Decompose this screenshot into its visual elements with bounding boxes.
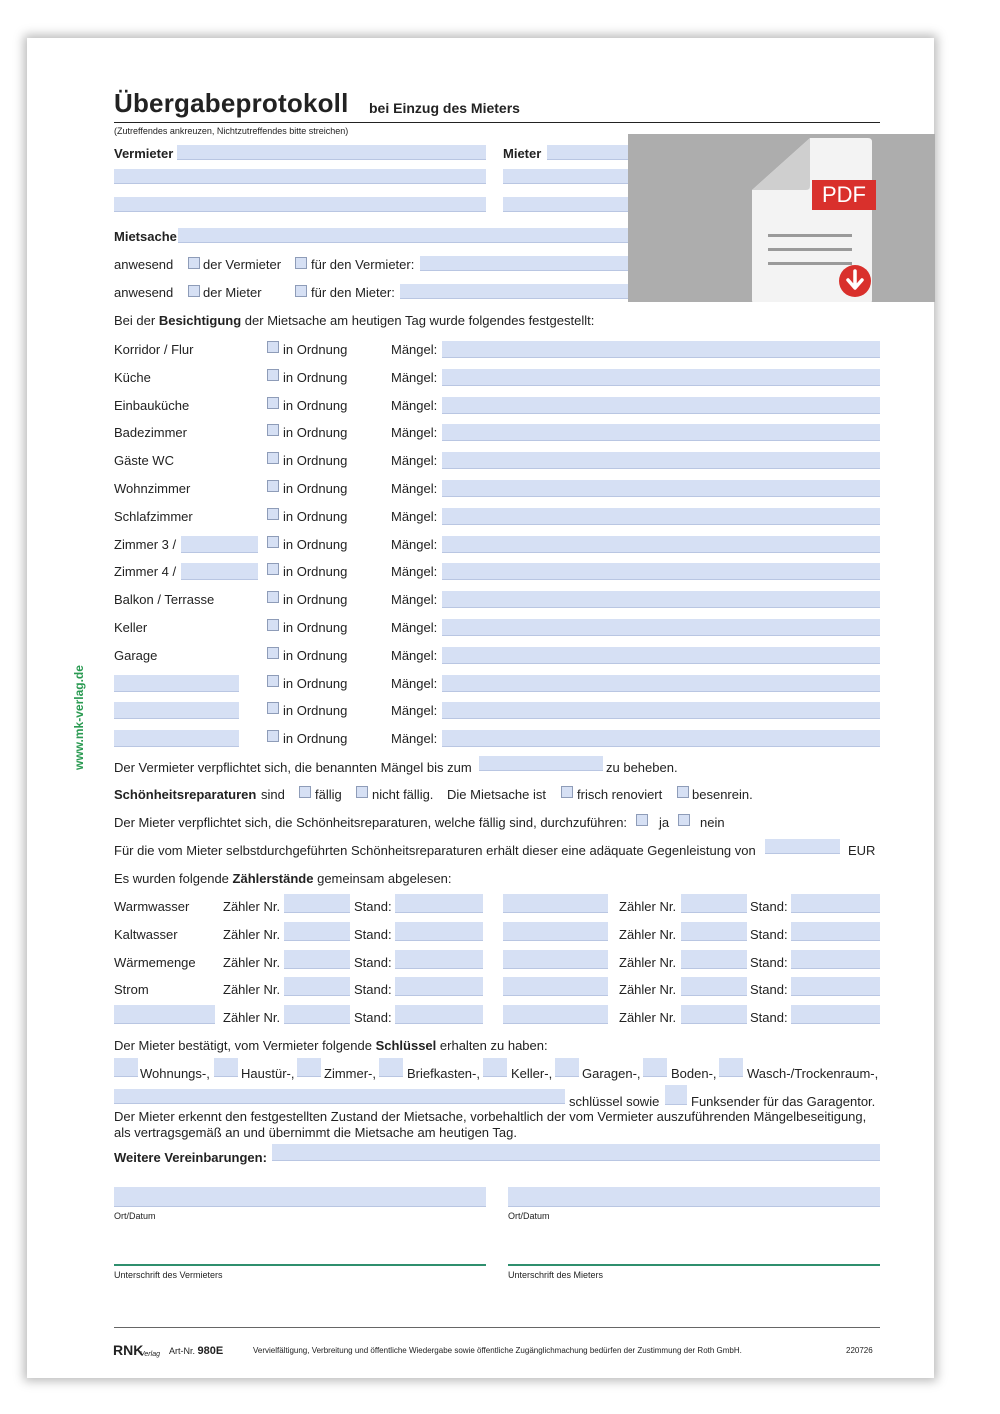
meter-type-field-2[interactable] [503, 1005, 608, 1024]
meter-type: Wärmemenge [114, 954, 196, 970]
verpflichtung-post: zu beheben. [606, 760, 678, 775]
key-count-field[interactable] [379, 1058, 403, 1077]
maengel-label: Mängel: [391, 425, 438, 441]
zaehler-intro-pre: Es wurden folgende [114, 871, 229, 886]
room-name: Einbauküche [114, 397, 190, 413]
zaehler-nr-field-2[interactable] [681, 922, 747, 941]
print-code: 220726 [846, 1346, 873, 1355]
zaehler-intro-bold: Zählerstände [232, 871, 314, 886]
nein-label: nein [700, 815, 725, 830]
maengel-label: Mängel: [391, 675, 438, 691]
schluessel-intro [114, 1038, 548, 1054]
zaehler-nr-label: Zähler Nr. [223, 954, 281, 970]
maengel-label: Mängel: [391, 647, 438, 663]
verpflichtung-text: Der Vermieter verpflichtet sich, die benannten Mängel bis zum [114, 760, 472, 775]
title-rule [114, 122, 880, 123]
room-name: Korridor / Flur [114, 342, 194, 357]
in-ordnung-label: in Ordnung [283, 731, 348, 747]
meter-type-field-2[interactable] [503, 922, 608, 941]
key-count-field[interactable] [214, 1058, 238, 1077]
checkbox-in-ordnung[interactable] [267, 591, 279, 603]
gegenleistung-text: Für die vom Mieter selbstdurchgeführten Schönheitsreparaturen erhält dieser eine adäquate Gegenleistung von [114, 843, 756, 858]
zaehler-nr-label-2: Zähler Nr. [619, 899, 677, 914]
zaehler-nr-field[interactable] [284, 894, 350, 913]
weitere-field[interactable] [272, 1144, 880, 1161]
meter-type: Kaltwasser [114, 926, 178, 942]
unterschrift-mieter-label: Unterschrift des Mieters [508, 1270, 604, 1280]
key-type-label: Haustür-, [241, 1066, 295, 1081]
vermieter-label: Vermieter [114, 146, 174, 161]
in-ordnung-label: in Ordnung [283, 369, 348, 385]
maengel-label: Mängel: [391, 481, 438, 496]
stand-label-2: Stand: [750, 899, 788, 914]
checkbox-in-ordnung[interactable] [267, 730, 279, 742]
checkbox-in-ordnung[interactable] [267, 702, 279, 714]
zaehler-nr-label-2: Zähler Nr. [619, 926, 677, 942]
zaehler-nr-field[interactable] [284, 922, 350, 941]
meter-type-field-2[interactable] [503, 977, 608, 996]
maengel-label: Mängel: [391, 342, 438, 357]
anwesend-label-2: anwesend [114, 285, 174, 300]
ort-datum-mieter-field[interactable] [508, 1187, 880, 1207]
checkbox-in-ordnung[interactable] [267, 424, 279, 436]
stand-field[interactable] [395, 977, 483, 996]
checkbox-in-ordnung[interactable] [267, 619, 279, 631]
checkbox-faellig[interactable] [299, 786, 311, 798]
room-name: Badezimmer [114, 425, 187, 441]
stand-label-2: Stand: [750, 1010, 788, 1026]
meter-type: Warmwasser [114, 899, 190, 914]
in-ordnung-label: in Ordnung [283, 425, 348, 441]
in-ordnung-label: in Ordnung [283, 620, 348, 635]
room-name-field[interactable] [114, 675, 239, 692]
maengel-field[interactable] [442, 702, 880, 719]
key-type-label: Briefkasten-, [407, 1066, 480, 1081]
meter-type-field-2[interactable] [503, 894, 608, 913]
schluessel-intro-post: erhalten zu haben: [439, 1038, 548, 1053]
key-type-label: Wohnungs-, [140, 1066, 210, 1081]
maengel-field[interactable] [442, 675, 880, 692]
vermieter-field-2[interactable] [114, 169, 486, 184]
maengel-label: Mängel: [391, 453, 438, 469]
maengel-label: Mängel: [391, 397, 438, 413]
vermieter-field[interactable] [177, 145, 486, 160]
checkbox-der-mieter[interactable] [188, 285, 200, 297]
frist-field[interactable] [479, 756, 603, 771]
maengel-field[interactable] [442, 563, 880, 580]
checkbox-in-ordnung[interactable] [267, 397, 279, 409]
key-count-field[interactable] [719, 1058, 743, 1077]
checkbox-fuer-mieter[interactable] [295, 285, 307, 297]
zustand-line-1: Der Mieter erkennt den festgestellten Zustand der Mietsache, vorbehaltlich der vom Vermieter auszuführenden Mängelbeseitigung, [114, 1109, 867, 1124]
room-name: Zimmer 3 / [114, 536, 177, 552]
stand-label-2: Stand: [750, 926, 788, 942]
der-vermieter-label: der Vermieter [203, 257, 282, 272]
maengel-field[interactable] [442, 397, 880, 414]
meter-type-field[interactable] [114, 1005, 215, 1024]
document-subtitle: bei Einzug des Mieters [369, 100, 520, 116]
maengel-field[interactable] [442, 730, 880, 747]
mieter-pflicht-text: Der Mieter verpflichtet sich, die Schönheitsreparaturen, welche fällig sind, durchzuführen: [114, 815, 628, 830]
checkbox-in-ordnung[interactable] [267, 341, 279, 353]
besichtigung-pre: Bei der [114, 313, 156, 328]
in-ordnung-label: in Ordnung [283, 703, 348, 719]
stand-field[interactable] [395, 1005, 483, 1024]
in-ordnung-label: in Ordnung [283, 397, 348, 413]
stand-label: Stand: [354, 954, 392, 970]
maengel-label: Mängel: [391, 508, 438, 524]
maengel-label: Mängel: [391, 731, 438, 747]
checkbox-in-ordnung[interactable] [267, 369, 279, 381]
stand-field[interactable] [395, 922, 483, 941]
stand-label-2: Stand: [750, 982, 788, 998]
maengel-field[interactable] [442, 424, 880, 441]
key-type-label: Boden-, [671, 1066, 717, 1081]
checkbox-frisch-renoviert[interactable] [561, 786, 573, 798]
room-name-extra-field[interactable] [181, 536, 258, 553]
stand-field-2[interactable] [791, 894, 880, 913]
in-ordnung-label: in Ordnung [283, 675, 348, 691]
maengel-label: Mängel: [391, 536, 438, 552]
meter-type: Strom [114, 982, 149, 998]
mieter-label: Mieter [503, 146, 542, 161]
funksender-label: Funksender für das Garagentor. [691, 1094, 876, 1109]
in-ordnung-label: in Ordnung [283, 481, 348, 496]
zaehler-nr-label-2: Zähler Nr. [619, 1010, 677, 1026]
maengel-label: Mängel: [391, 703, 438, 719]
checkbox-in-ordnung[interactable] [267, 675, 279, 687]
checkbox-in-ordnung[interactable] [267, 452, 279, 464]
schluessel-intro-bold: Schlüssel [375, 1038, 437, 1053]
art-nr-value: 980E [197, 1345, 224, 1357]
art-nr-label: Art-Nr. [169, 1346, 195, 1356]
room-name-field[interactable] [114, 730, 239, 747]
nicht-faellig-label: nicht fällig. [372, 787, 434, 802]
key-count-field[interactable] [643, 1058, 667, 1077]
zaehler-intro-post: gemeinsam abgelesen: [317, 871, 452, 886]
zaehler-nr-label-2: Zähler Nr. [619, 982, 677, 998]
in-ordnung-label: in Ordnung [283, 342, 348, 357]
stand-label: Stand: [354, 1010, 392, 1026]
document-title: Übergabeprotokoll [114, 88, 349, 118]
signature-line-mieter[interactable] [508, 1264, 880, 1266]
besichtigung-post: der Mietsache am heutigen Tag wurde folgendes festgestellt: [244, 313, 595, 328]
stand-field-2[interactable] [791, 1005, 880, 1024]
zaehler-nr-field-2[interactable] [681, 1005, 747, 1024]
weitere-label: Weitere Vereinbarungen: [114, 1150, 267, 1165]
checkbox-nein[interactable] [678, 814, 690, 826]
checkbox-besenrein[interactable] [677, 786, 689, 798]
fuer-mieter-label: für den Mieter: [311, 285, 395, 300]
brand-logo: RNK [113, 1342, 144, 1358]
stand-field[interactable] [395, 894, 483, 913]
checkbox-in-ordnung[interactable] [267, 563, 279, 575]
zaehler-intro [114, 871, 452, 887]
stand-field[interactable] [395, 950, 483, 969]
key-type-label: Garagen-, [582, 1066, 641, 1081]
checkbox-der-vermieter[interactable] [188, 257, 200, 269]
unterschrift-vermieter-label: Unterschrift des Vermieters [114, 1270, 223, 1280]
maengel-label: Mängel: [391, 564, 438, 580]
maengel-field[interactable] [442, 341, 880, 358]
besichtigung-intro [114, 313, 594, 329]
art-nr [169, 1345, 223, 1357]
schoenheit-sind: sind [261, 787, 285, 802]
room-name: Garage [114, 647, 158, 663]
in-ordnung-label: in Ordnung [283, 647, 348, 663]
instruction-note: (Zutreffendes ankreuzen, Nichtzutreffendes bitte streichen) [114, 126, 349, 136]
der-mieter-label: der Mieter [203, 285, 262, 300]
schluessel-intro-pre: Der Mieter bestätigt, vom Vermieter folgende [114, 1038, 372, 1053]
zaehler-nr-label: Zähler Nr. [223, 982, 281, 998]
brand-sub: Verlag [140, 1351, 160, 1358]
maengel-field[interactable] [442, 508, 880, 525]
room-name: Gäste WC [114, 453, 174, 469]
zaehler-nr-label-2: Zähler Nr. [619, 954, 677, 970]
stand-label: Stand: [354, 926, 392, 942]
in-ordnung-label: in Ordnung [283, 592, 348, 608]
maengel-field[interactable] [442, 619, 880, 636]
zaehler-nr-field-2[interactable] [681, 894, 747, 913]
maengel-field[interactable] [442, 452, 880, 469]
room-name: Schlafzimmer [114, 508, 193, 524]
maengel-field[interactable] [442, 369, 880, 386]
footer-rule [114, 1327, 880, 1328]
checkbox-nicht-faellig[interactable] [356, 786, 368, 798]
maengel-label: Mängel: [391, 620, 438, 635]
room-name: Küche [114, 369, 151, 385]
meter-type-field-2[interactable] [503, 950, 608, 969]
room-name: Keller [114, 620, 148, 635]
checkbox-in-ordnung[interactable] [267, 536, 279, 548]
weitere-schluessel-field[interactable] [114, 1089, 565, 1104]
checkbox-in-ordnung[interactable] [267, 480, 279, 492]
gegenleistung-field[interactable] [765, 839, 840, 854]
room-name: Balkon / Terrasse [114, 592, 215, 608]
maengel-label: Mängel: [391, 369, 438, 385]
besenrein-label: besenrein. [692, 787, 753, 802]
besichtigung-bold: Besichtigung [158, 313, 242, 328]
currency-label: EUR [848, 843, 876, 858]
stand-label-2: Stand: [750, 954, 788, 970]
checkbox-in-ordnung[interactable] [267, 508, 279, 520]
anwesend-label-1: anwesend [114, 257, 174, 272]
key-type-label: Keller-, [511, 1066, 553, 1081]
maengel-field[interactable] [442, 647, 880, 664]
side-url: www.mk-verlag.de [72, 665, 86, 770]
zaehler-nr-field-2[interactable] [681, 950, 747, 969]
in-ordnung-label: in Ordnung [283, 536, 348, 552]
signature-line-vermieter[interactable] [114, 1264, 486, 1266]
in-ordnung-label: in Ordnung [283, 453, 348, 469]
zaehler-nr-field[interactable] [284, 1005, 350, 1024]
vermieter-field-3[interactable] [114, 197, 486, 212]
checkbox-ja[interactable] [636, 814, 648, 826]
zustand-line-2: als vertragsgemäß an und übernimmt die Mietsache am heutigen Tag. [114, 1125, 517, 1140]
stand-field-2[interactable] [791, 977, 880, 996]
schluessel-sowie-label: schlüssel sowie [569, 1094, 660, 1109]
frisch-renoviert-label: frisch renoviert [577, 787, 663, 802]
fuer-vermieter-label: für den Vermieter: [311, 257, 415, 272]
key-count-field[interactable] [297, 1058, 321, 1077]
room-name: Zimmer 4 / [114, 564, 177, 580]
maengel-field[interactable] [442, 591, 880, 608]
zaehler-nr-field[interactable] [284, 950, 350, 969]
mietsache-label: Mietsache [114, 229, 177, 244]
pdf-download-icon [628, 134, 935, 302]
legal-notice: Vervielfältigung, Verbreitung und öffentliche Wiedergabe sowie öffentliche Zugänglichmachung bedürfen der Zustimmung der Roth GmbH. [253, 1346, 742, 1355]
room-name: Wohnzimmer [114, 481, 191, 496]
maengel-field[interactable] [442, 480, 880, 497]
stand-label: Stand: [354, 982, 392, 998]
ort-datum-label-1: Ort/Datum [114, 1211, 156, 1221]
zaehler-nr-field-2[interactable] [681, 977, 747, 996]
maengel-field[interactable] [442, 536, 880, 553]
pdf-download-badge[interactable] [628, 134, 935, 302]
checkbox-in-ordnung[interactable] [267, 647, 279, 659]
key-type-label: Zimmer-, [324, 1066, 376, 1081]
pdf-label: PDF [812, 180, 876, 210]
funksender-count-field[interactable] [665, 1085, 687, 1105]
in-ordnung-label: in Ordnung [283, 564, 348, 580]
ja-label: ja [659, 815, 670, 830]
key-count-field[interactable] [555, 1058, 579, 1077]
in-ordnung-label: in Ordnung [283, 508, 348, 524]
faellig-label: fällig [315, 787, 342, 802]
zaehler-nr-label: Zähler Nr. [223, 926, 281, 942]
mietsache-ist-label: Die Mietsache ist [447, 787, 546, 802]
key-count-field[interactable] [483, 1058, 507, 1077]
room-name-field[interactable] [114, 702, 239, 719]
maengel-label: Mängel: [391, 592, 438, 608]
key-type-label: Wasch-/Trockenraum-, [747, 1066, 879, 1081]
key-count-field[interactable] [114, 1058, 138, 1077]
zaehler-nr-label: Zähler Nr. [223, 1010, 281, 1026]
room-name-extra-field[interactable] [181, 563, 258, 580]
stand-field-2[interactable] [791, 922, 880, 941]
zaehler-nr-label: Zähler Nr. [223, 899, 281, 914]
checkbox-fuer-vermieter[interactable] [295, 257, 307, 269]
ort-datum-label-2: Ort/Datum [508, 1211, 550, 1221]
zaehler-nr-field[interactable] [284, 977, 350, 996]
schoenheit-label: Schönheitsreparaturen [114, 787, 257, 802]
stand-label: Stand: [354, 899, 392, 914]
ort-datum-vermieter-field[interactable] [114, 1187, 486, 1207]
stand-field-2[interactable] [791, 950, 880, 969]
